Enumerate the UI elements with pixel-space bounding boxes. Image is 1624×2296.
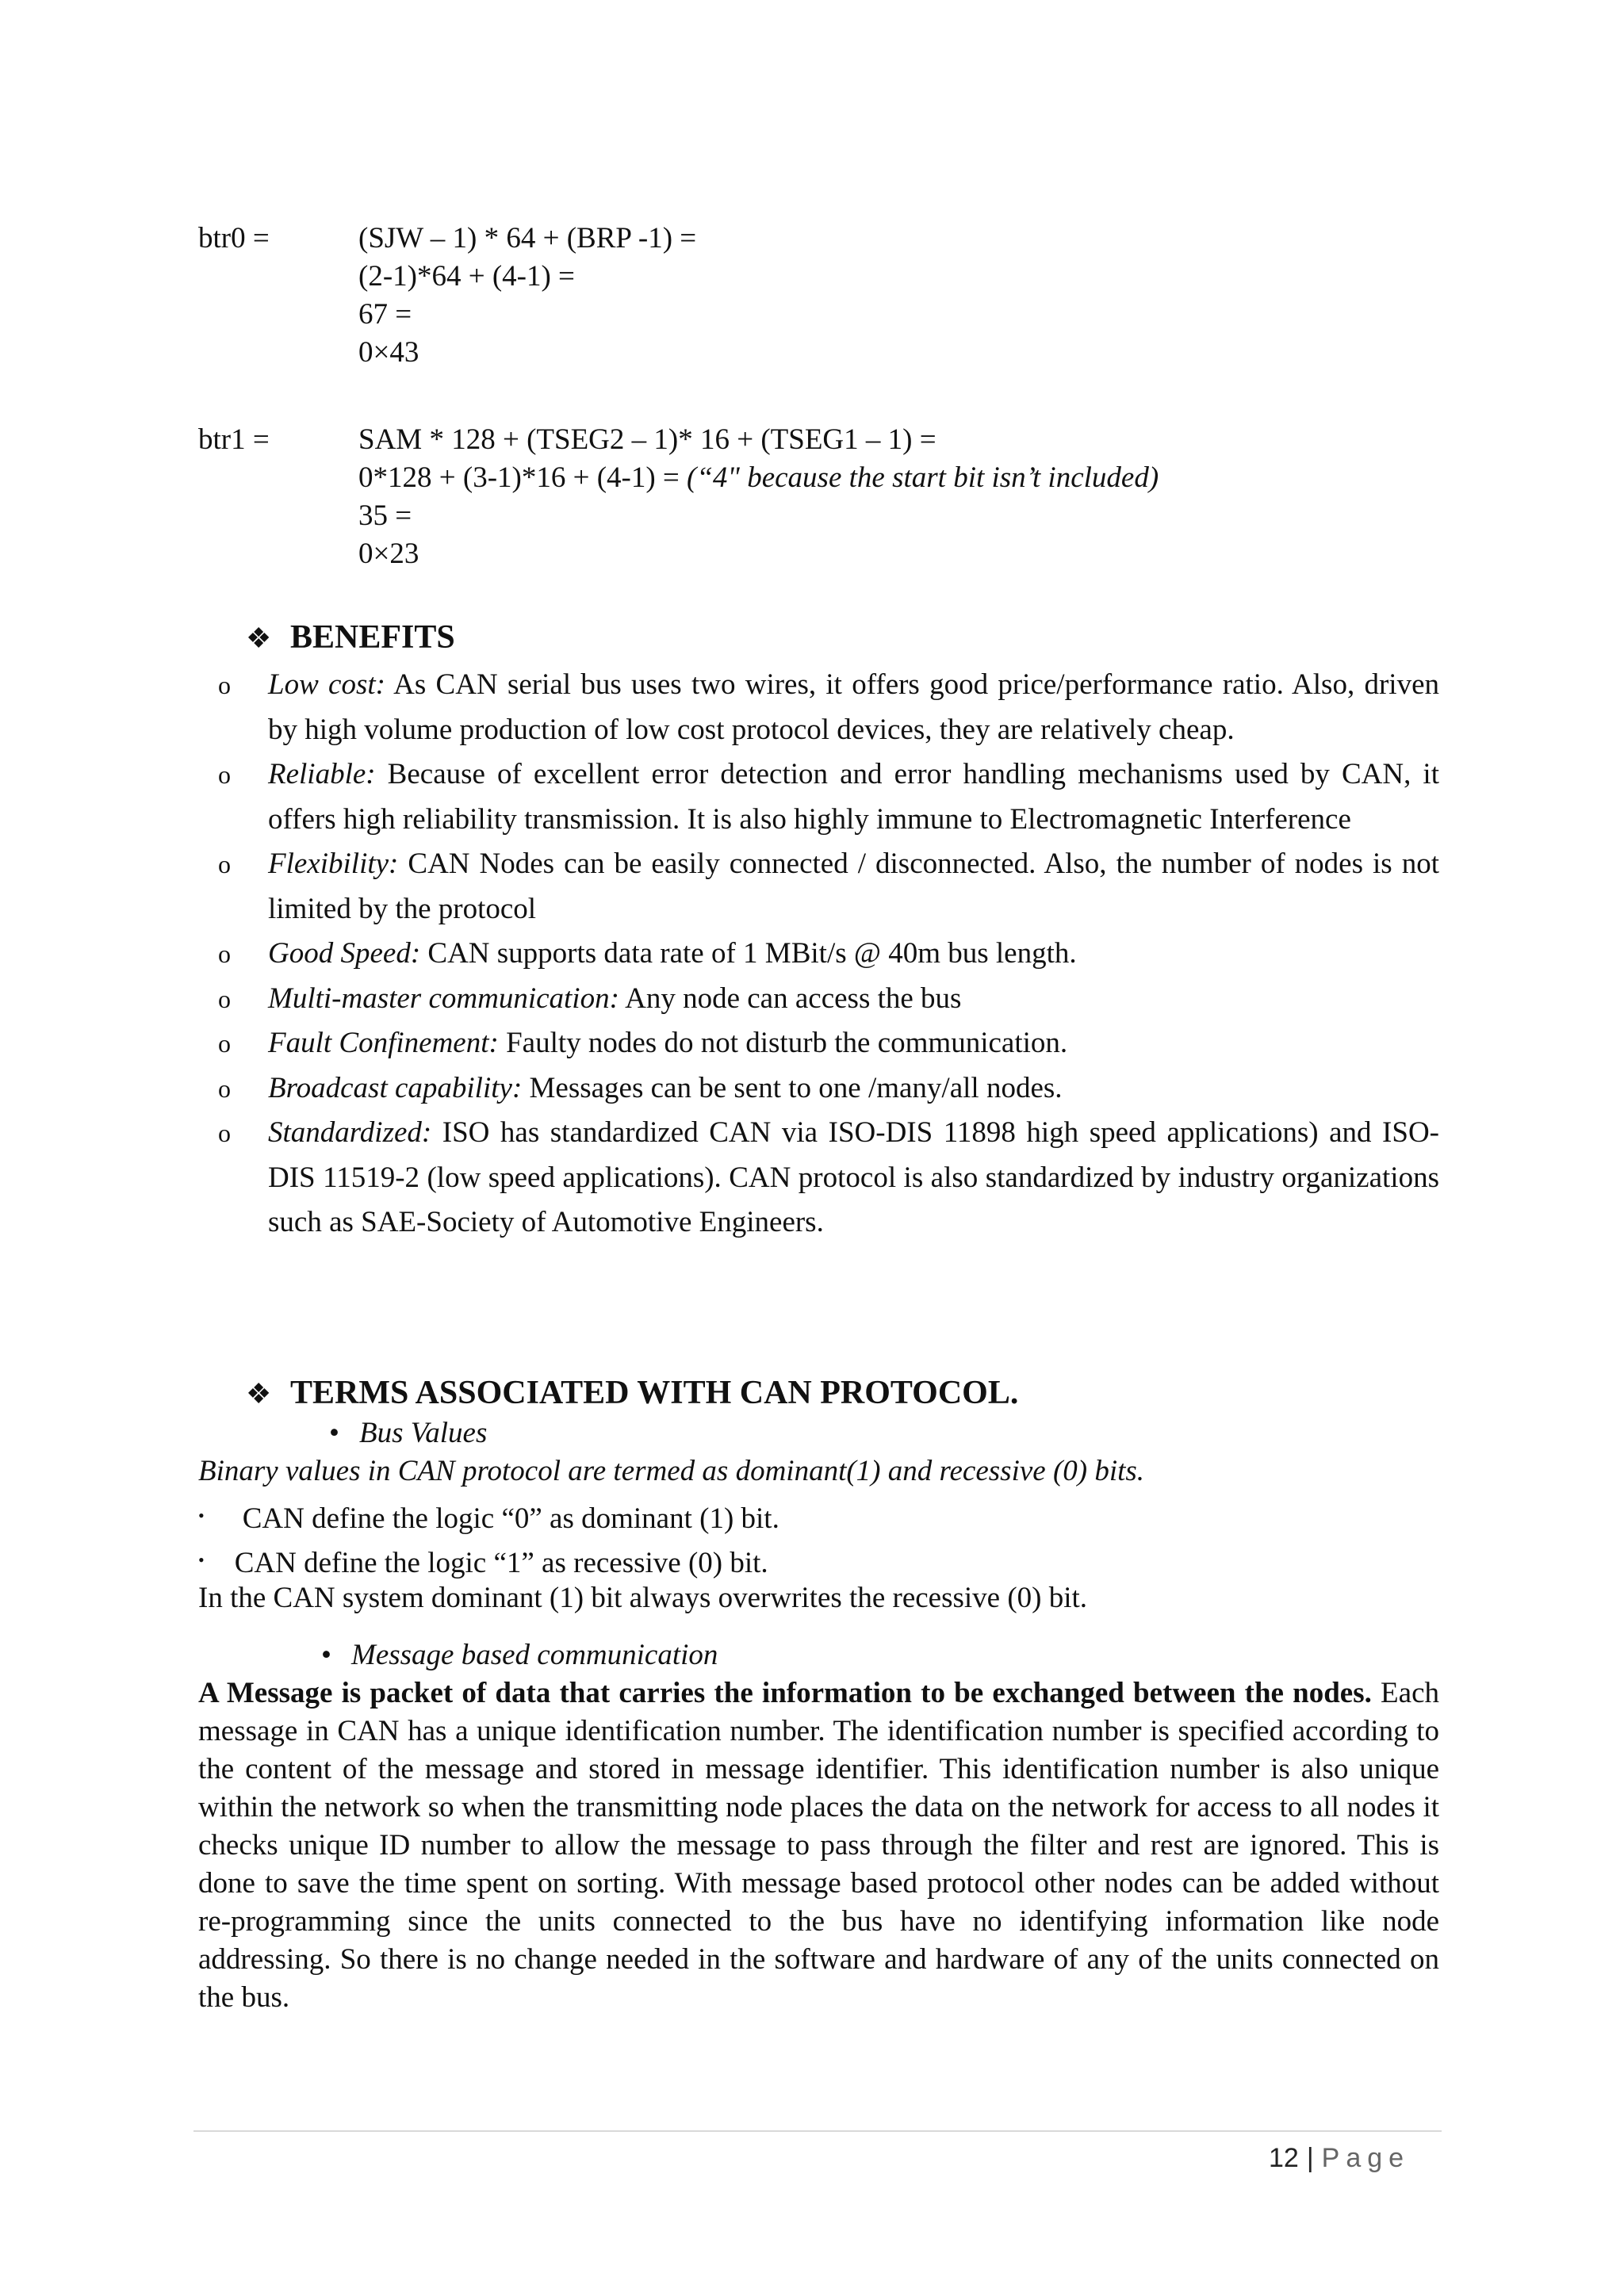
benefit-term: Low cost: xyxy=(268,668,385,701)
circle-bullet-icon: o xyxy=(218,939,231,968)
btr1-label: btr1 = xyxy=(198,423,270,456)
benefit-text: CAN Nodes can be easily connected / disconnected. Also, the number of nodes is not limited by the protocol xyxy=(268,848,1439,925)
btr1-line2-main: 0*128 + (3-1)*16 + (4-1) = xyxy=(358,461,688,494)
circle-bullet-icon: o xyxy=(218,1029,231,1058)
benefits-heading-text: BENEFITS xyxy=(290,619,455,656)
bullet-icon: • xyxy=(329,1417,339,1449)
benefit-term: Flexibility: xyxy=(268,848,399,880)
benefits-heading xyxy=(246,615,455,660)
footer-divider xyxy=(193,2130,1442,2132)
message-subheading xyxy=(321,1636,718,1674)
list-item xyxy=(198,977,1439,1022)
benefit-text: As CAN serial bus uses two wires, it offers good price/performance ratio. Also, driven by high volume production of low cost protocol devices, they are relatively cheap. xyxy=(268,668,1439,746)
benefits-list xyxy=(198,663,1439,1246)
diamond-bullet-icon: ❖ xyxy=(246,1378,272,1410)
bus-values-intro: Binary values in CAN protocol are termed as dominant(1) and recessive (0) bits. xyxy=(198,1455,1145,1487)
bus-values-title: Bus Values xyxy=(359,1417,488,1449)
benefit-term: Good Speed: xyxy=(268,937,421,970)
circle-bullet-icon: o xyxy=(218,850,231,878)
bus-value-bullet xyxy=(198,1497,779,1538)
diamond-bullet-icon: ❖ xyxy=(246,622,272,654)
circle-bullet-icon: o xyxy=(218,1073,231,1103)
list-item xyxy=(198,752,1439,842)
benefit-text: Because of excellent error detection and error handling mechanisms used by CAN, it offers high reliability transmission. It is also highly immune to Electromagnetic Interference xyxy=(268,758,1439,836)
list-item xyxy=(198,932,1439,977)
bus-values-note: In the CAN system dominant (1) bit always overwrites the recessive (0) bit. xyxy=(198,1582,1088,1614)
message-bold-lead: A Message is packet of data that carries the information to be exchanged between the nodes. xyxy=(198,1677,1372,1709)
small-bullet-icon: • xyxy=(198,1550,205,1570)
benefit-text: CAN supports data rate of 1 MBit/s @ 40m bus length. xyxy=(420,937,1077,970)
list-item xyxy=(198,663,1439,752)
list-item xyxy=(198,1021,1439,1066)
message-text: Each message in CAN has a unique identification number. The identification number is specified according to the content of the message and stored in message identifier. This identification number is also unique within the network so when the transmitting node places the data on the network for access to all nodes it checks unique ID number to allow the message to pass through the filter and rest are ignored. This is done to save the time spent on sorting. With message based protocol other nodes can be added without re-programming since the units connected to the bus have no identifying information like node addressing. So there is no change needed in the software and hardware of any of the units connected on the bus. xyxy=(198,1677,1439,2014)
btr1-line2-note: (“4" because the start bit isn’t included) xyxy=(687,461,1159,494)
benefit-term: Standardized: xyxy=(268,1116,432,1149)
benefit-term: Fault Confinement: xyxy=(268,1027,499,1059)
page-label: Page xyxy=(1321,2143,1411,2173)
page-number: 12 xyxy=(1269,2143,1299,2173)
message-paragraph xyxy=(198,1674,1439,2017)
list-item xyxy=(198,1066,1439,1112)
list-item xyxy=(198,1111,1439,1246)
btr0-label: btr0 = xyxy=(198,222,270,254)
btr0-line: 67 = xyxy=(358,298,412,331)
btr0-line: (2-1)*64 + (4-1) = xyxy=(358,260,575,293)
btr1-line xyxy=(358,459,1437,497)
btr1-line: SAM * 128 + (TSEG2 – 1)* 16 + (TSEG1 – 1) = xyxy=(358,423,936,456)
circle-bullet-icon: o xyxy=(218,671,231,699)
btr0-line: 0×43 xyxy=(358,336,419,369)
btr1-lines xyxy=(358,421,1437,573)
bus-value-bullet-text: CAN define the logic “1” as recessive (0) bit. xyxy=(234,1547,768,1579)
bus-values-subheading xyxy=(329,1414,487,1452)
circle-bullet-icon: o xyxy=(218,1119,231,1147)
footer-separator: | xyxy=(1306,2143,1314,2173)
bullet-icon: • xyxy=(321,1639,331,1671)
benefit-text: ISO has standardized CAN via ISO-DIS 11898 high speed applications) and ISO-DIS 11519-2 (low speed applications). CAN protocol is also standardized by industry organizations such as SAE-Society of Automotive Engineers. xyxy=(268,1116,1439,1238)
terms-heading-text: TERMS ASSOCIATED WITH CAN PROTOCOL. xyxy=(290,1375,1019,1411)
benefit-term: Multi-master communication: xyxy=(268,982,619,1015)
benefit-term: Reliable: xyxy=(268,758,376,790)
terms-heading xyxy=(246,1371,1018,1416)
btr0-line: (SJW – 1) * 64 + (BRP -1) = xyxy=(358,222,697,254)
circle-bullet-icon: o xyxy=(218,984,231,1013)
btr1-line: 0×23 xyxy=(358,538,419,570)
benefit-term: Broadcast capability: xyxy=(268,1071,523,1104)
message-title: Message based communication xyxy=(351,1639,718,1671)
bus-value-bullet xyxy=(198,1541,768,1582)
btr0-lines xyxy=(358,220,1437,372)
benefit-text: Messages can be sent to one /many/all nodes. xyxy=(522,1071,1063,1104)
small-bullet-icon: • xyxy=(198,1506,205,1525)
page-footer xyxy=(1269,2141,1410,2175)
circle-bullet-icon: o xyxy=(218,760,231,789)
list-item xyxy=(198,842,1439,932)
benefit-text: Any node can access the bus xyxy=(619,982,962,1015)
btr1-line: 35 = xyxy=(358,499,412,532)
benefit-text: Faulty nodes do not disturb the communication. xyxy=(498,1027,1068,1059)
bus-value-bullet-text: CAN define the logic “0” as dominant (1) bit. xyxy=(242,1502,779,1535)
